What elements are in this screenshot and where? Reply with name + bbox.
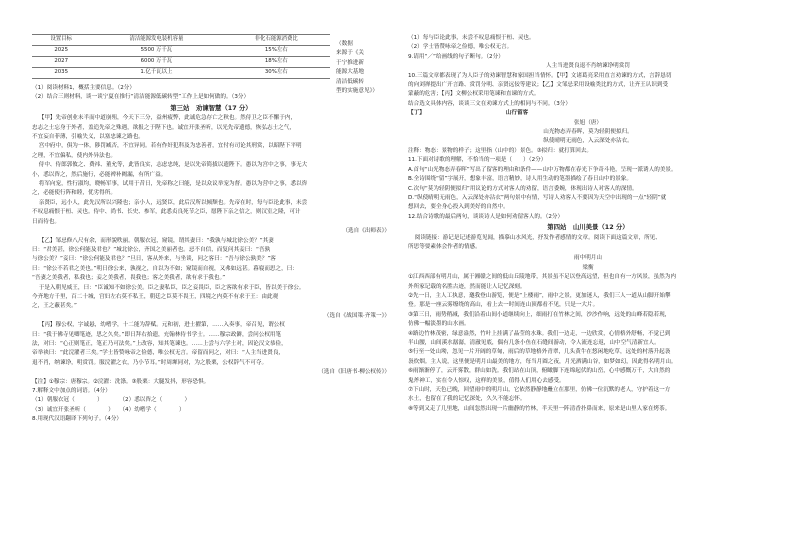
text-line: ⑦下山时，天色已晚，回望雨中的明月山，它依然静静地矗立在那里，仿佛一位沉默的老人，守护着这一方	[408, 387, 671, 394]
table-cell: 18%左右	[222, 57, 330, 68]
text-line: 今齐地方千里，百二十城，宫妇左右莫不私王，朝廷之臣莫不畏王，四境之内莫不有求于王：由此观	[32, 293, 279, 300]
text-line: 亲贤臣，远小人，此先汉所以兴隆也；亲小人，远贤臣，此后汉所以倾颓也。先帝在时，每与臣论此事，未尝	[38, 199, 308, 206]
question-line: 12.结合诗歌的最后两句，谈谈诗人是如何劝留客人的。（2分）	[408, 213, 564, 220]
energy-table	[32, 34, 330, 79]
text-line: 不叹息痛恨于桓、灵也。侍中、尚书、长史、参军，此悉贞良死节之臣，愿陛下亲之信之，则汉室之隆，可计	[32, 209, 301, 216]
note-line: 【注】①穆宗：唐穆宗。②浣濯：洗涤。③股栗：大腿发抖，形容恐惧。	[32, 378, 210, 385]
table-header-row	[32, 35, 330, 46]
text-line: 外所家记载的名胜古迹，然而能让人记忆深刻。	[408, 283, 526, 290]
question-line: 10.三篇文章都表现了为人臣子的劝谏智慧和家国担当情怀。【甲】文诸葛亮采用直言劝谏的方式，言辞恳切	[408, 72, 672, 79]
option-line: D.“纵使晴明无雨色，入云深处亦沾衣”两句景中有情，写诗人劝客人不要因为天空中出现的一点“轻阴”就	[408, 194, 667, 201]
text-line: 登。那是一座云雾缭绕的高山，看上去一时间连山顶都看不见，只是一大片。	[408, 302, 599, 309]
table-cell: 2025	[32, 46, 90, 57]
text-line: 所思等要素体会作者的情感。	[408, 243, 481, 250]
text-line: ④路边竹林茂密，绿意盎然，竹叶上挂满了晶莹的水珠。我们一边走，一边欣赏，心情格外舒畅，不觉已到	[408, 330, 671, 337]
poem-note: 注释：物态：景物的样子；这里指（山中的）景色。③拟归：就打算回去。	[408, 147, 593, 154]
text-line: 【乙】邹忌修八尺有余，而形貌昳丽。朝服衣冠，窥镜，谓其妻曰：“我孰与城北徐公美？”其妻	[38, 237, 274, 244]
question-line: （3）诚宜开张圣听（ ） （4）幼嗜学（ ）	[32, 406, 185, 413]
table-cell: 30%左右	[222, 68, 330, 79]
right-column	[408, 34, 768, 414]
text-line: 鬼斧神工，实在令人惊叹，这样的美景，值得人们用心去感受。	[408, 377, 565, 384]
text-line: 退不肖，纳谏诤，明赏罚。服浣濯之衣，乃小节耳。”时周墀同对，为之股栗，公权辞气不可夺。	[32, 359, 268, 366]
text-line: 帝举袂曰：“此浣濯者三矣。”学士皆赞咏帝之俭德，唯公权无言。帝留而问之，对曰：“人主当进贤良，	[32, 350, 285, 357]
text-line: 之理，不宜偏私，使内外异法也。	[32, 152, 116, 159]
question-line: 结合选文具体内容，谈谈三文在劝谏方式上的相同与不同。（3分）	[408, 100, 571, 107]
poem-title: 【丁】 山行留客	[408, 110, 529, 117]
source-label: （选自《出师表》）	[342, 228, 390, 235]
option-line: 想回去，要全身心投入到美好的自然中。	[408, 204, 509, 211]
text-line: 【甲】先帝创业未半而中道崩殂，今天下三分，益州疲弊，此诚危急存亡之秋也。然侍卫之臣不懈于内，	[38, 115, 297, 122]
question-line: （1）朝服衣冠（ ） （2）悉以咨之（ ）	[32, 397, 191, 404]
question-line: 9.请用“／”给画线的句子断句。（2分）	[408, 53, 504, 60]
text-line: ⑧等到又走了几里地，山间忽然出现一片幽静的竹林，半天里一阵清香扑鼻而来，原来是山里人家在烤茶。	[408, 405, 671, 412]
text-line: 曰：“徐公不若君之美也。”明日徐公来，孰视之，自以为不如；窥镜而自视，又弗如远甚。暮寝而思之，曰：	[32, 265, 298, 272]
question-line: （1）阅读材料1，概括主要信息。（2分）	[32, 85, 135, 91]
text-line: 于是入朝见威王，曰：“臣诚知不如徐公美。臣之妻私臣，臣之妾畏臣，臣之客欲有求于臣，皆以美于徐公。	[38, 284, 305, 291]
table-cell: 5500 万千瓦	[90, 46, 222, 57]
text-line: 之，王之蔽甚矣。”	[32, 303, 77, 310]
text-line: 忠志之士忘身于外者，盖追先帝之殊遇，欲报之于陛下也。诚宜开张圣听，以光先帝遗德，恢弘志士之气，	[32, 124, 295, 131]
text-line: ⑥雨渐渐停了，云开雾散，群山如洗。我们站在山顶，俯瞰脚下连绵起伏的山峦，心中感慨万千，大自然的	[408, 368, 671, 375]
text-line: ③第三日，雨势稍减，我们沿着山间小道继续向上，细雨打在竹林之间，沙沙作响，远处的山峰若隐若现，	[408, 311, 671, 318]
question-line: 蒙蔽的危害；【丙】文柳公权采用笔谏和直谏的方式。	[408, 91, 540, 98]
text-line: 阅读链接：游记是记述游览见闻，描摹山水风光，抒发作者感情的文章。阅读下面这篇文章，所见、	[414, 234, 661, 241]
section-heading: 第三站 劝谏智慧（17 分）	[170, 103, 252, 112]
option-line: A.首句“山光物态弄春晖”写出了留客的理由和条件——山中万物都在春光下争奇斗艳，呈现一派诱人的美景。	[408, 166, 677, 173]
text-line: 侍中、侍郎郭攸之、费祎、董允等，此皆良实，志虑忠纯，是以先帝简拔以遗陛下。愚以为宫中之事，事无大	[38, 162, 308, 169]
text-line: “吾妻之美我者，私我也；妾之美我者，畏我也；客之美我者，欲有求于我也。”	[32, 275, 226, 282]
source-label: （选自《战国策·齐策一》）	[323, 312, 390, 319]
text-line: 法，对曰：“心正则笔正，笔正乃可法矣。”上改容，知其笔谏也。……上尝与六学士对，因论汉文恭俭，	[32, 340, 287, 347]
table-cell: 15%左右	[222, 46, 330, 57]
table-cell: 1.亿千瓦以上	[90, 68, 222, 79]
table-source-note: （数据 来源于《关 于宁推进新 能源大基地 清洁低碳转 型的实施意见》）	[336, 41, 378, 95]
underlined-sentence: 人主当进贤良退不肖纳谏诤明赏罚	[546, 63, 630, 70]
table-row	[32, 46, 330, 57]
table-header: 非化石能源消费比	[222, 35, 330, 46]
table-row	[32, 68, 330, 79]
section-heading: 第四站 山川美景（12 分）	[547, 223, 629, 232]
question-line: （1）每与臣论此事，未尝不叹息痛恨于桓、灵也。	[408, 35, 535, 41]
poem-author: 张旭（唐）	[574, 119, 602, 126]
text-line: 与徐公美？”妾曰：“徐公何能及君也？”旦日，客从外来，与坐谈，问之客曰：“吾与徐公孰美？”客	[32, 256, 276, 263]
question-line: 7.解释文中加点的词语。（4分）	[32, 388, 111, 394]
text-line: 仿佛一幅淡墨的山水画。	[408, 321, 470, 328]
text-line: 日而待也。	[32, 218, 60, 225]
text-line: 【丙】穆公权，字诚悬，幼嗜学，十二能为辞赋。元和初，进士擢第，……入奏事，帝召见，谓公权	[38, 322, 285, 329]
table-row	[32, 57, 330, 68]
text-line: 水土，也留在了我的记忆深处，久久不能忘怀。	[408, 396, 526, 403]
source-label: （选自《旧唐书·柳公权传》）	[318, 369, 390, 376]
table-cell: 2027	[32, 57, 90, 68]
question-line: 的向刘禅提出广开言路、赏罚分明、亲贤远佞等建议；【乙】文邹忌采用设喻类比的方式，让齐王认识到受	[408, 82, 669, 89]
text-line: 袅炊烟。主人说，这里便是明月山最美的地方，每当月圆之夜，月光洒满山谷，如梦如幻，因此得名明月山。	[408, 358, 677, 365]
table-header: 清洁能源发电装机容量	[90, 35, 222, 46]
text-line: 不宜妄自菲薄，引喻失义，以塞忠谏之路也。	[32, 134, 144, 141]
option-line: B.全诗围绕“留”字展开，想象丰富，语言精妙，诗人用生动的笔墨描绘了春日山中的景象。	[408, 176, 632, 183]
left-column	[32, 34, 390, 425]
table-cell: 6000 万千瓦	[90, 57, 222, 68]
table-cell: 2035	[32, 68, 90, 79]
text-line: ①江西西部有明月山，属于湘赣之间的低山丘陵地带，其景虽不足以登高远望，但也自有一方风景，虽然为内	[408, 274, 676, 281]
text-line: 之，必能使行阵和睦，优劣得所。	[32, 190, 116, 197]
text-line: 将军向宠，性行淑均，晓畅军事，试用于昔日，先帝称之曰能，是以众议举宠为督。愚以为营中之事，悉以咨	[38, 181, 308, 188]
poem-line: 山光物态弄春晖，莫为轻阴便拟归。	[543, 129, 633, 136]
text-line: 宫中府中，俱为一体，陟罚臧否，不宜异同。若有作奸犯科及为忠善者，宜付有司论其刑赏，以昭陛下平明	[38, 143, 302, 150]
text-line: 曰：“君美甚，徐公何能及君也？”城北徐公，齐国之美丽者也。忌不自信，而复问其妾曰：“吾孰	[32, 246, 271, 253]
text-line: 半山腰，山间溪水潺潺，清澈见底，偶有几条小鱼在石缝间游动，令人流连忘返，山中空气清新宜人。	[408, 340, 660, 346]
text-line: 曰：“我于佛寺见卿笔迹，思之久矣。”即日拜右拾遗，充翰林侍书学士。……穆宗政僻，尝问公权用笔	[32, 331, 282, 338]
essay-author: 梁衡	[582, 264, 594, 271]
poem-line: 纵使晴明无雨色，入云深处亦沾衣。	[543, 138, 633, 145]
text-line: ⑤行至一处山坳，忽见一片开阔的草甸，雨后的草地格外青翠，几头黄牛在悠闲地吃草，远处的村落升起袅	[408, 349, 671, 356]
option-line: C.次句“莫为轻阴便拟归”用议论的方式对客人的劝留，语言委婉，体现出诗人对客人的深情。	[408, 185, 638, 192]
essay-title: 雨中明月山	[574, 255, 602, 262]
question-line: （2）学士皆赞咏帝之俭德，唯公权无言。	[408, 44, 513, 51]
text-line: ②先一日，主人工执意，邀我登山游览，便是“上楼雨”，雨中之景，更加迷人，我们三人一道从山脚开始攀	[408, 292, 671, 299]
question-line: 11.下面对诗歌的理解，不恰当的一项是（ ）（2分）	[408, 157, 547, 164]
question-line: （2）结合三则材料，谈一谈宁夏在推行“清洁能源低碳转型”工作上是如何做的。（3分）	[32, 94, 250, 101]
text-line: 小，悉以咨之，然后施行，必能裨补阙漏，有所广益。	[32, 171, 167, 178]
table-header: 设置目标	[32, 35, 90, 46]
question-line: 8.用现代汉语翻译下列句子。（4分）	[32, 416, 123, 423]
